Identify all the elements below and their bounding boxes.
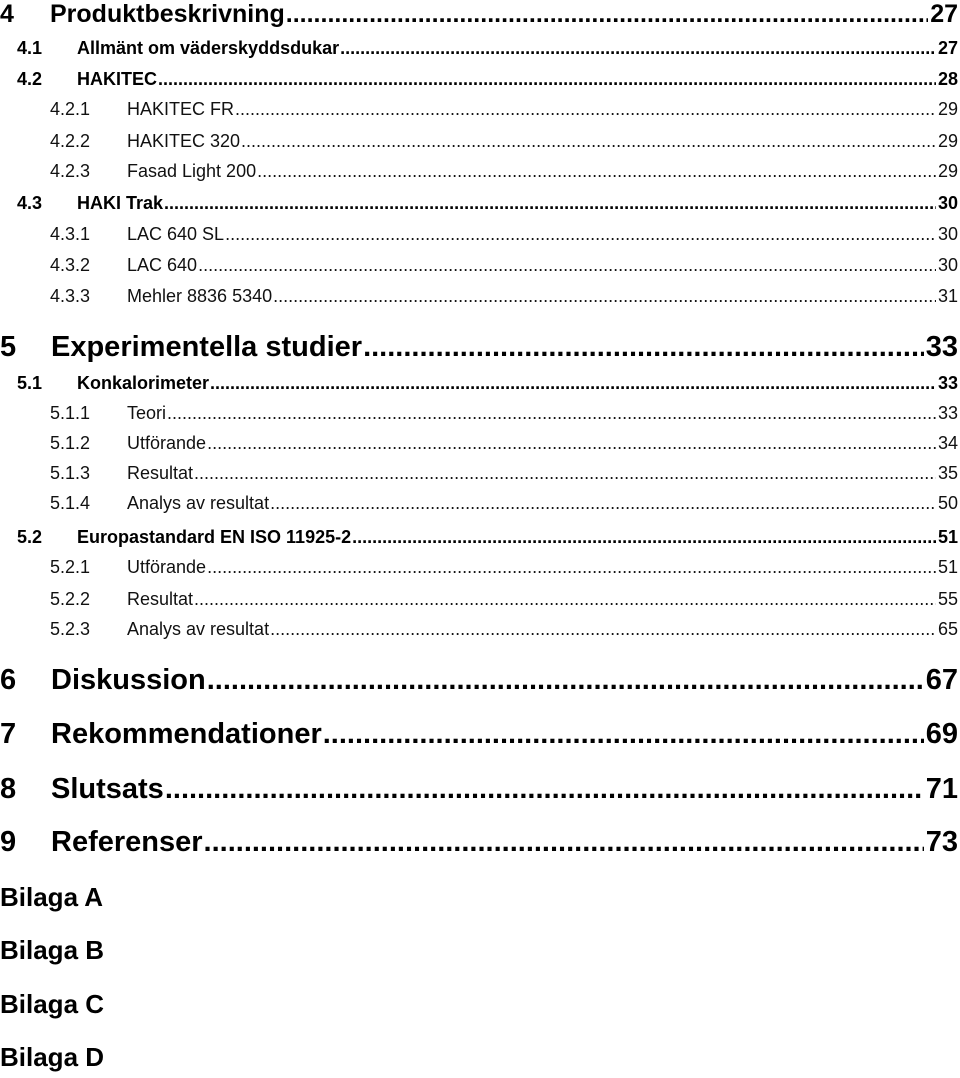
dot-leader [210,374,936,392]
toc-entry-title: Teori [127,403,167,423]
toc-entry-page: 30 [937,224,958,244]
toc-entry-chapter-7[interactable] [0,720,958,749]
toc-entry-5-1-4[interactable] [0,494,958,512]
toc-entry-number: 5.2.3 [50,619,91,639]
toc-entry-page: 27 [930,0,958,28]
toc-entry-title: Diskussion [51,664,206,696]
toc-entry-title: LAC 640 SL [127,224,225,244]
toc-entry-title: Europastandard EN ISO 11925-2 [77,527,352,547]
toc-entry-page: 65 [937,619,958,639]
toc-entry-title: Resultat [127,589,194,609]
toc-entry-title: Mehler 8836 5340 [127,286,273,306]
toc-entry-number: 4.2.3 [50,161,91,181]
dot-leader [158,70,936,88]
toc-entry-page: 51 [937,527,958,547]
toc-entry-page: 71 [925,773,958,805]
toc-entry-4-3-3[interactable] [0,287,958,305]
toc-entry-title: Analys av resultat [127,619,270,639]
dot-leader [204,828,924,857]
toc-entry-4-2-3[interactable] [0,162,958,180]
appendix-c[interactable]: Bilaga C [0,989,105,1019]
toc-entry-page: 51 [937,557,958,577]
toc-entry-page: 35 [937,463,958,483]
toc-entry-number: 4.1 [17,38,43,58]
toc-entry-4-3-2[interactable] [0,256,958,274]
dot-leader [207,558,936,576]
appendix-b[interactable]: Bilaga B [0,935,105,965]
toc-entry-chapter-4[interactable] [0,2,958,27]
toc-entry-number: 5.1.2 [50,433,91,453]
toc-entry-title: Rekommendationer [51,718,322,750]
toc-entry-page: 73 [925,826,958,858]
dot-leader [270,620,936,638]
toc-entry-title: HAKI Trak [77,193,164,213]
dot-leader [164,194,936,212]
toc-entry-number: 5.2.1 [50,557,91,577]
toc-entry-title: Produktbeskrivning [50,0,285,28]
toc-entry-5-2[interactable] [0,528,958,546]
toc-entry-number: 5.1.3 [50,463,91,483]
dot-leader [241,132,936,150]
toc-entry-title: HAKITEC 320 [127,131,241,151]
toc-entry-5-1-1[interactable] [0,404,958,422]
toc-entry-number: 4.3.2 [50,255,91,275]
toc-entry-page: 29 [937,131,958,151]
toc-entry-number: 8 [0,773,17,805]
toc-entry-title: Resultat [127,463,194,483]
toc-entry-page: 34 [937,433,958,453]
toc-entry-title: Experimentella studier [51,331,363,363]
toc-entry-page: 28 [937,69,958,89]
dot-leader [352,528,936,546]
toc-entry-number: 4.3.1 [50,224,91,244]
toc-entry-page: 31 [937,286,958,306]
toc-entry-number: 4.2.2 [50,131,91,151]
toc-entry-chapter-6[interactable] [0,666,958,695]
toc-entry-number: 4.2.1 [50,99,91,119]
dot-leader [270,494,936,512]
toc-entry-number: 5.2 [17,527,43,547]
dot-leader [273,287,936,305]
toc-entry-number: 5 [0,331,17,363]
toc-entry-4-3-1[interactable] [0,225,958,243]
toc-entry-number: 4.3 [17,193,43,213]
toc-entry-page: 33 [937,373,958,393]
toc-entry-page: 30 [937,255,958,275]
dot-leader [323,720,924,749]
dot-leader [207,434,936,452]
toc-entry-page: 33 [937,403,958,423]
toc-entry-5-1-2[interactable] [0,434,958,452]
toc-entry-title: LAC 640 [127,255,198,275]
dot-leader [363,333,924,362]
dot-leader [165,775,924,804]
appendix-d[interactable]: Bilaga D [0,1042,105,1072]
toc-entry-number: 9 [0,826,17,858]
toc-entry-title: Analys av resultat [127,493,270,513]
toc-entry-page: 55 [937,589,958,609]
toc-entry-number: 7 [0,718,17,750]
toc-entry-5-1-3[interactable] [0,464,958,482]
toc-entry-number: 4.2 [17,69,43,89]
toc-entry-4-3[interactable] [0,194,958,212]
toc-entry-title: Konkalorimeter [77,373,210,393]
toc-entry-page: 67 [925,664,958,696]
toc-entry-chapter-5[interactable] [0,333,958,362]
toc-entry-number: 6 [0,664,17,696]
toc-entry-number: 4.3.3 [50,286,91,306]
toc-entry-page: 69 [925,718,958,750]
toc-entry-title: Referenser [51,826,203,858]
toc-entry-title: HAKITEC FR [127,99,235,119]
toc-entry-page: 50 [937,493,958,513]
toc-entry-title: Utförande [127,433,207,453]
toc-entry-title: Slutsats [51,773,164,805]
toc-entry-4-2-1[interactable] [0,100,958,118]
toc-entry-4-1[interactable] [0,39,958,57]
dot-leader [207,666,924,695]
dot-leader [194,464,936,482]
toc-entry-5-2-2[interactable] [0,590,958,608]
toc-entry-4-2-2[interactable] [0,132,958,150]
toc-entry-5-1[interactable] [0,374,958,392]
toc-entry-page: 33 [925,331,958,363]
toc-entry-page: 30 [937,193,958,213]
toc-entry-5-2-3[interactable] [0,620,958,638]
toc-entry-page: 29 [937,161,958,181]
dot-leader [194,590,936,608]
toc-entry-number: 5.1.1 [50,403,91,423]
toc-entry-title: Allmänt om väderskyddsdukar [77,38,340,58]
toc-entry-4-2[interactable] [0,70,958,88]
toc-entry-page: 27 [937,38,958,58]
appendix-a[interactable]: Bilaga A [0,882,104,912]
toc-entry-number: 4 [0,0,14,28]
toc-entry-title: Utförande [127,557,207,577]
dot-leader [235,100,936,118]
dot-leader [198,256,936,274]
toc-entry-number: 5.1.4 [50,493,91,513]
dot-leader [225,225,936,243]
toc-entry-number: 5.2.2 [50,589,91,609]
toc-entry-chapter-8[interactable] [0,775,958,804]
toc-entry-5-2-1[interactable] [0,558,958,576]
dot-leader [340,39,936,57]
dot-leader [257,162,936,180]
dot-leader [167,404,936,422]
dot-leader [286,2,928,27]
toc-entry-number: 5.1 [17,373,43,393]
toc-entry-chapter-9[interactable] [0,828,958,857]
toc-entry-title: Fasad Light 200 [127,161,257,181]
toc-entry-title: HAKITEC [77,69,157,89]
toc-entry-page: 29 [937,99,958,119]
